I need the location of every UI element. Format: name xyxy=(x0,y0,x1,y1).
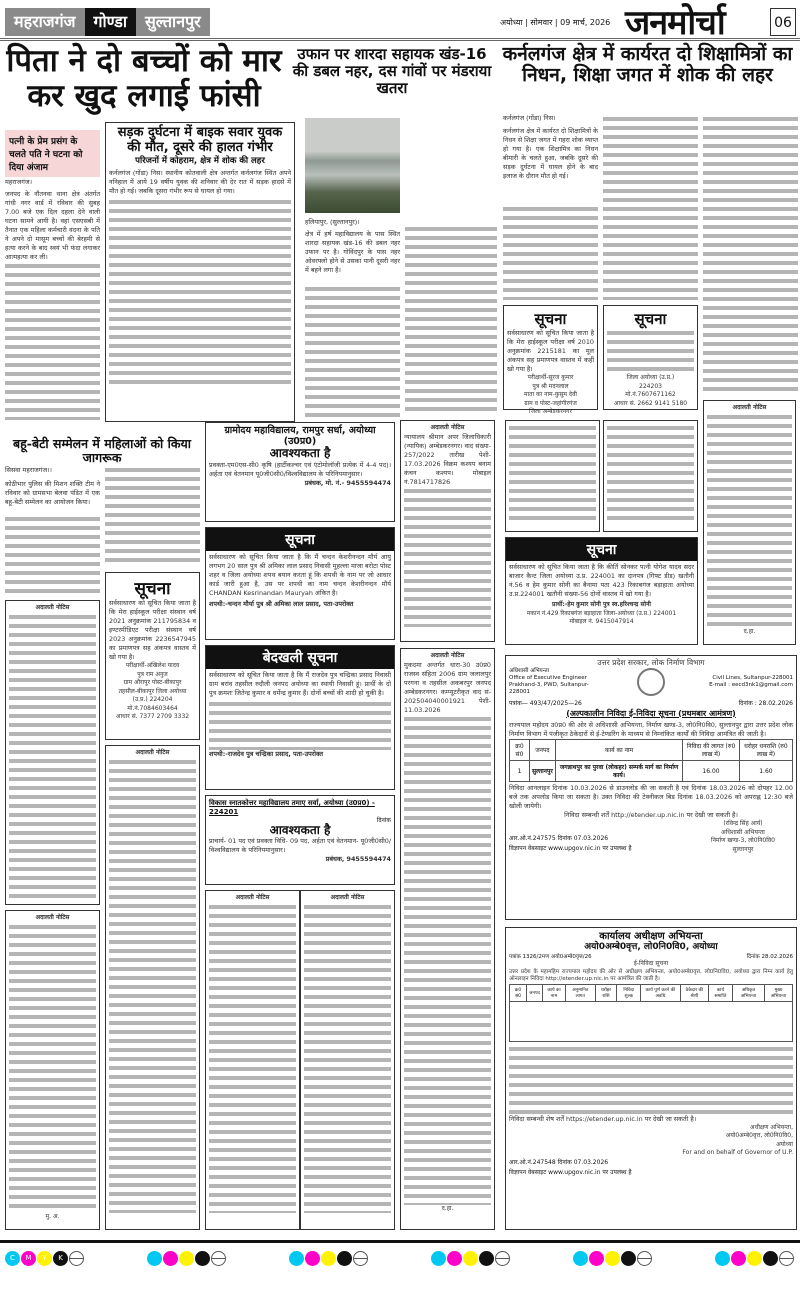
accident-body: कर्नलगंज (गोंडा) निस। स्थानीय कोतवाली क्षेत्र अन्तर्गत कर्नलगंज स्थित अपने ननिहाल में आये 19 वर्षीय युवक की शनिवार की देर रात में सड़क हादसे में मौत हो गई। जबकि दूसरा गंभीर रूप से घायल हो गया। xyxy=(109,168,291,195)
color-swatch xyxy=(589,1251,604,1266)
up-emblem-icon xyxy=(637,668,665,696)
text-body xyxy=(109,198,291,388)
notice-suraj xyxy=(503,305,598,415)
notice-sign: तहसील-बीकापुर जिला अयोध्या xyxy=(118,687,187,695)
header-divider xyxy=(0,38,800,41)
dateline: अयोध्या | सोमवार | 09 मार्च, 2026 xyxy=(500,18,611,27)
table-header: जनपद xyxy=(529,740,555,761)
text-body xyxy=(109,758,196,1213)
signer: अधिशासी अभियन्ता xyxy=(721,828,765,836)
college-heading: आवश्यकता है xyxy=(269,823,331,837)
text-body xyxy=(509,424,596,524)
table-row xyxy=(510,761,793,782)
ref-date: दिनांक : 28.02.2026 xyxy=(738,699,793,707)
color-bar-group xyxy=(715,1248,795,1267)
notice-sign: परीक्षार्थी-सूरज कुमार xyxy=(527,374,574,381)
notice-sign: मु. अ. xyxy=(45,1212,60,1220)
date-label: दिनांक xyxy=(376,817,391,824)
lead-headline: पिता ने दो बच्चों को मार कर खुद लगाई फांसी xyxy=(6,43,282,114)
table-header: मुख्य अभियन्ता xyxy=(765,984,793,1001)
color-swatch xyxy=(479,1251,494,1266)
table-header: धरोहर राशि xyxy=(595,984,617,1001)
table-cell xyxy=(510,1001,793,1041)
table-header: ठेकेदार की श्रेणी xyxy=(680,984,708,1001)
college-body: प्रवक्ता-एम0एस-सी0 कृषि (हार्टीकल्चर एवं एंटोमोलॉजी प्रत्येक में 4-4 पद)। अर्हता एवं वेतनमान यू0जी0सी0/विश्वविद्यालय के परिनियमानुसार। xyxy=(209,460,391,478)
court-notice-right xyxy=(703,400,796,645)
notice-title: अदालती नोटिस xyxy=(330,894,365,901)
color-swatch xyxy=(163,1251,178,1266)
lead-subhead: पत्नी के प्रेम प्रसंग के चलते पति ने घटना को दिया अंजाम xyxy=(5,130,100,177)
notice-sign: मोबाइल नं. 9415047914 xyxy=(569,618,634,625)
notice-sign: ग्राम व पोस्ट-जहांगीरगंज xyxy=(524,399,577,407)
notice-title: अदालती नोटिस xyxy=(430,652,465,659)
tender-body: उत्तर प्रदेश के महामहिम राज्यपाल महोदय की ओर से अधीक्षण अभियन्ता, अयो0अम्बे0वृत्त, लो0नि0वि0, अयोध्या द्वारा निम्न कार्य हेतु ऑनलाइन निविदा http://etender.up.nic.in पर आमंत्रित की जाती है। xyxy=(509,968,793,983)
notice-akhilesh xyxy=(105,572,200,740)
tab-sultanpur[interactable]: सुल्तानपुर xyxy=(136,8,210,36)
college-ad xyxy=(205,422,395,522)
notice-body: न्यायालय श्रीमान अपर जिलाधिकारी (न्यायिक) अम्बेडकरनगर। वाद संख्या- 257/2022 तारीख पेशी- 17.03.2026 विक्रम कश्यप बनाम कंचन कश्यप। मोबाइल नं.7814717826 xyxy=(404,432,491,486)
women-headline: बहू-बेटी सम्मेलन में महिलाओं को किया जागरूक xyxy=(13,436,191,465)
college-sign: प्रबंधक, 9455594474 xyxy=(325,855,391,864)
notice-body: सर्वसाधारण को सूचित किया जाता है कि मेरा हाईस्कूल परीक्षा वर्ष 2010 अनुक्रमांक 2215181 का मूल अंकपत्र सह प्रमाणपत्र वास्तव में कहीं खो गया है। xyxy=(507,329,594,373)
color-swatch xyxy=(605,1251,620,1266)
color-swatch xyxy=(621,1251,636,1266)
tender-dept: उत्तर प्रदेश सरकार, लोक निर्माण विभाग xyxy=(597,658,705,667)
signer: (रविन्द्र सिंह आर्य) xyxy=(723,820,763,828)
court-notice-left xyxy=(5,600,100,905)
table-header: कार्य का नाम xyxy=(542,984,565,1001)
signer: अयो0अम्बे0वृत्त, लो0नि0वि0, xyxy=(725,1132,793,1140)
canal-headline: उफान पर शारदा सहायक खंड-16 की डबल नहर, दस गांवों पर मंडराया खतरा xyxy=(292,45,492,97)
notice-title: अदालती नोटिस xyxy=(35,914,70,921)
table-header: अधिकृत अभियन्ता xyxy=(732,984,764,1001)
court-notice xyxy=(400,420,495,642)
text-body xyxy=(703,115,798,395)
canal-photo xyxy=(305,118,400,213)
accident-subhead: परिजनों में कोहराम, क्षेत्र में शोक की लहर xyxy=(135,156,265,167)
text-body xyxy=(607,329,694,374)
tender-table xyxy=(509,739,793,782)
court-notice xyxy=(300,890,395,1230)
crosshair-icon xyxy=(353,1251,368,1266)
tender-link: निविदा सम्बन्धी शेष शर्तें https://etender.up.nic.in पर देखी जा सकती है। xyxy=(509,1114,697,1123)
color-swatch xyxy=(463,1251,478,1266)
text-body xyxy=(404,487,491,627)
table-header: क्र0 सं0 xyxy=(510,984,527,1001)
tender-body: राज्यपाल महोदय उ0प्र0 की ओर से अधिशासी अभियन्ता, निर्माण खण्ड-3, लो0नि0वि0, सुल्तानपुर द्वारा उत्तर प्रदेश लोक निर्माण विभाग में पंजीकृत ठेकेदारों से ई-टेण्डरिंग के माध्यम से निम्नांकित कार्यों की निविदा आमंत्रित की जाती है। xyxy=(509,721,793,739)
college-title: ग्रामोदय महाविद्यालय, रामपुर सर्धा, अयोध्या (उ0प्र0) xyxy=(224,425,376,447)
color-bar-group xyxy=(431,1248,511,1267)
pwd-tender-notice xyxy=(505,655,797,920)
notice-chandan xyxy=(205,527,395,640)
office-hindi: अधिशासी अभियन्ता xyxy=(509,667,550,674)
text-body xyxy=(404,715,491,1205)
table-header: धरोहर धनराशि (रु0 लाख में) xyxy=(739,740,792,761)
ref-number: पत्रांक— 493/47/2025—26 xyxy=(509,699,582,707)
court-notice xyxy=(105,745,200,1230)
color-swatch xyxy=(321,1251,336,1266)
signer: For and on behalf of Governor of U.P. xyxy=(682,1149,793,1157)
ref-number: पत्रांक 1326/2मण अयो0अम्बे0वृत्त/26 xyxy=(509,954,592,961)
notice-body: सर्वसाधारण को सूचित किया जाता है कि मैं राजदेव पुत्र चन्द्रिका प्रसाद निवासी ग्राम बरांव तहसील रुदौली जनपद अयोध्या का स्थायी निवासी हूं। प्रार्थी के दो पुत्र क्रमशः जितेन्द्र कुमार व धर्मेन्द्र कुमार हैं। दोनों बच्चों की शादी हो चुकी है। xyxy=(209,671,391,697)
eviction-notice xyxy=(205,645,395,790)
color-swatch xyxy=(747,1251,762,1266)
section-tabs xyxy=(5,8,210,36)
text-body xyxy=(209,903,296,1213)
footer-rule xyxy=(0,1240,800,1243)
signer: निर्माण खण्ड-3, लो0नि0वि0 xyxy=(711,837,775,845)
crosshair-icon xyxy=(69,1251,84,1266)
college-heading: आवश्यकता है xyxy=(269,446,331,461)
notice-title: अदालती नोटिस xyxy=(235,894,270,901)
table-header: कार्य पूर्ण करने की अवधि xyxy=(641,984,680,1001)
canal-body: क्षेत्र में हर्ष महाविद्यालय के पास स्थित शारदा सहायक खंड-16 की डबल नहर उफान पर है। गोविंदपुर के पास नहर ओवरफ्लो होने से उसका पानी दूसरी नहर में बहने लगा है। xyxy=(305,230,400,274)
text-body xyxy=(5,515,100,595)
notice-sign: ग्राम औरापुर पोस्ट-बीकापुर xyxy=(123,679,182,686)
color-swatch: K xyxy=(53,1251,68,1266)
tab-gonda[interactable]: गोण्डा xyxy=(85,8,136,36)
notice-sign: मो.नं.7084603464 xyxy=(127,704,178,712)
table-cell: 1.60 xyxy=(739,761,792,782)
text-body xyxy=(305,285,400,420)
web-note: विज्ञापन वेबसाइट www.upgov.nic.in पर उपलब्ध है xyxy=(509,1168,632,1176)
notice-box xyxy=(603,420,698,532)
ro-number: आर.ओ.नं.247548 दिनांक 07.03.2026 xyxy=(509,1158,609,1166)
table-header: कार्य समाप्ति xyxy=(709,984,733,1001)
color-swatch xyxy=(337,1251,352,1266)
notice-sign: मकान नं.429 रिकाबगंज बड़ाहाता जिला-अयोध्या (उ.प्र.) 224001 xyxy=(526,609,677,617)
signer: सुल्तानपुर xyxy=(732,845,754,853)
notice-sign: आधार सं. 2662 9141 5180 xyxy=(613,399,688,407)
text-body xyxy=(603,115,698,300)
crosshair-icon xyxy=(211,1251,226,1266)
color-swatch xyxy=(195,1251,210,1266)
notice-sign: द.हा. xyxy=(441,1204,454,1212)
teachers-headline: कर्नलगंज क्षेत्र में कार्यरत दो शिक्षामित्रों का निधन, शिक्षा जगत में शोक की लहर xyxy=(502,43,793,87)
text-body xyxy=(209,700,391,750)
college-sign: प्रबंधक, मो. नं.- 9455594474 xyxy=(304,478,391,487)
notice-sign: पुत्र राम अनुज xyxy=(137,670,168,678)
registration-marks xyxy=(5,1248,800,1267)
notice-title: अदालती नोटिस xyxy=(430,424,465,431)
text-body xyxy=(304,903,391,1213)
color-bar-group xyxy=(289,1248,369,1267)
color-swatch xyxy=(147,1251,162,1266)
crosshair-icon xyxy=(637,1251,652,1266)
color-swatch: M xyxy=(21,1251,36,1266)
color-swatch xyxy=(573,1251,588,1266)
notice-sign: पुत्र श्री मदनलाल xyxy=(532,382,569,390)
notice-sign: परीक्षार्थी-अखिलेश यादव xyxy=(125,662,180,669)
color-bar-group xyxy=(5,1248,85,1267)
office-email: E-mail : eecd3nk1@gmail.com xyxy=(709,681,793,688)
crosshair-icon xyxy=(779,1251,794,1266)
table-header: अनुमानित लागत xyxy=(566,984,596,1001)
color-swatch xyxy=(447,1251,462,1266)
color-swatch xyxy=(431,1251,446,1266)
lead-dateline: महराजगंज। xyxy=(5,178,32,186)
college-body: प्राचार्य- 01 पद एवं प्रवक्ता विधि- 09 पद, अर्हता एवं वेतनमान- यू0जी0सी0/विश्वविद्यालय के परिनियमानुसार। xyxy=(209,837,391,855)
tender-title: कार्यालय अधीक्षण अभियन्ता xyxy=(599,931,703,942)
text-body xyxy=(607,424,694,524)
table-cell: सुल्तानपुर xyxy=(529,761,555,782)
notice-title: सूचना xyxy=(206,528,394,551)
color-swatch xyxy=(289,1251,304,1266)
notice-title: सूचना xyxy=(634,310,667,328)
notice-sign: शपथी:-राजदेव पुत्र चन्द्रिका प्रसाद, पता-उपरोक्त xyxy=(209,750,324,758)
notice-sign: जिला अयोध्या (उ.प्र.) xyxy=(626,374,675,381)
color-swatch xyxy=(179,1251,194,1266)
color-bar-group xyxy=(573,1248,653,1267)
color-swatch xyxy=(305,1251,320,1266)
women-body: कोठीभार पुलिस की मिशन शक्ति टीम ने रविवार को ग्रामसभा बेलवा पंडित में एक बहू-बेटी सम्मेलन का आयोजन किया। xyxy=(5,480,100,506)
office-address: Civil Lines, Sultanpur-228001 xyxy=(712,674,793,681)
table-cell: 16.00 xyxy=(683,761,740,782)
table-header: कार्य का नाम xyxy=(555,740,682,761)
text-body xyxy=(105,466,200,566)
crosshair-icon xyxy=(495,1251,510,1266)
tender-table xyxy=(509,984,793,1042)
notice-sign: 224203 xyxy=(639,382,662,390)
court-notice xyxy=(205,890,300,1230)
text-body xyxy=(405,225,497,415)
accident-headline: सड़क दुर्घटना में बाइक सवार युवक की मौत, दूसरे की हालत गंभीर xyxy=(117,125,283,155)
color-swatch xyxy=(731,1251,746,1266)
notice-title: सूचना xyxy=(534,310,567,328)
ro-number: आर.ओ.नं.247575 दिनांक 07.03.2026 xyxy=(509,835,609,843)
notice-sign: शपथी:-चन्दन मौर्या पुत्र श्री अमिका लाल प्रसाद, पता-उपरोक्त xyxy=(209,600,354,608)
text-body xyxy=(9,613,96,898)
text-body xyxy=(5,262,100,420)
page-number: 06 xyxy=(770,8,796,36)
notice-body: सर्वसाधारण को सूचित किया जाता है कि मैं चन्दन केशरीनन्दन मौर्य आयु लगभग 20 साल पुत्र श्री अमिका लाल प्रसाद निवासी मुहल्ला माजा बरोटा पोस्ट शहर व जिला अयोध्या शपथ बयान करता हूं कि शपथी के नाम पर जो आधार कार्ड जारी हुआ है, उस पर शपथी का नाम चन्दन केशरीनन्दन मौर्य CHANDAN Kesrinandan Mauryah अंकित है। xyxy=(209,553,391,597)
notice-title: अदालती नोटिस xyxy=(732,404,767,411)
photo-caption: हलियापुर, (सुल्तानपुर)। xyxy=(305,218,360,226)
women-dateline: सिसवा महराजगंज।। xyxy=(5,466,52,474)
text-body xyxy=(503,205,598,300)
notice-body: सर्वसाधारण को सूचित किया जाता है कि मेरा हाईस्कूल परीक्षा संस्थान वर्ष 2021 अनुक्रमांक 211795834 व इण्टरमीडिएट परीक्षा संस्थान वर्ष 2023 अनुक्रमांक 2236547945 का प्रमाणपत्र सह अंकपत्र वास्तव में खो गया है। xyxy=(109,599,196,661)
tender-link: निविदा सम्बन्धी शर्तें http://etender.up.nic.in पर देखी जा सकती है। xyxy=(564,811,738,820)
color-swatch xyxy=(715,1251,730,1266)
notice-sign: (उ.प्र.) 224204 xyxy=(132,696,173,703)
table-cell: 1 xyxy=(510,761,530,782)
tender-title: (अल्पकालीन निविदा ई-निविदा सूचना (प्रथमबार आमंत्रण) xyxy=(566,708,736,718)
notice-title: सूचना xyxy=(134,579,171,599)
notice-body: सर्वसाधारण को सूचित किया जाता है कि कीर्ति सोनकर पत्नी योगेश यादव सदर बाजार कैन्ट जिला अयोध्या उ.प्र. 224001 का दानपत्र (गिफ्ट डीड) खतौनी नं.56 व हेम कुमार सोनी का बैनामा पता 423 रिकाबगंज बड़ाहाता अयोध्या उ.प्र.224001 खतौनी संख्या-56 दोनों वास्तव में खो गया है। xyxy=(509,563,694,598)
table-header: जनपद xyxy=(527,984,543,1001)
color-swatch: Y xyxy=(37,1251,52,1266)
notice-title: बेदखली सूचना xyxy=(206,646,394,669)
signer: अधीक्षण अभियन्ता, xyxy=(750,1123,793,1131)
text-body xyxy=(9,923,96,1213)
signer: अयोध्या xyxy=(776,1140,793,1148)
tender-note: निविदा आनलाइन दिनांक 10.03.2026 से डाउनलोड की जा सकती है एवं दिनांक 18.03.2026 को दोपहर 12.00 बजे तक अपलोड किया जा सकता है। उक्त निविदा की टेक्नीकल बिड दिनांक 18.03.2026 को अपराह्न 12:30 बजे खोली जायेगी। xyxy=(509,784,793,811)
notice-kirti xyxy=(505,537,698,645)
notice-sign: द.हा. xyxy=(743,627,756,635)
college-title: विकास स्नातकोत्तर महाविद्यालय तमाए सर्वा, अयोध्या (उ0प्र0) - 224201 xyxy=(209,799,375,816)
notice-sign: जिला अम्बेडकरनगर xyxy=(529,408,572,415)
masthead-logo: जनमोर्चा xyxy=(625,3,725,43)
notice-title: अदालती नोटिस xyxy=(35,604,70,611)
teachers-dateline: कर्नलगंज (गोंडा) निस। xyxy=(503,114,556,122)
office-english: Office of Executive Engineer Prakhand-3, PWD, Sultanpur-228001 xyxy=(509,674,589,695)
ref-date: दिनांक 28.02.2026 xyxy=(746,954,793,961)
tender-subtitle: अयो0अम्बे0वृत्त, लो0नि0वि0, अयोध्या xyxy=(584,942,718,953)
notice-sign: आधार सं. 7377 2709 3332 xyxy=(115,713,190,720)
tab-maharajganj[interactable]: महराजगंज xyxy=(5,8,85,36)
color-swatch: C xyxy=(5,1251,20,1266)
color-swatch xyxy=(763,1251,778,1266)
notice-title: सूचना xyxy=(506,538,697,561)
notice-sign: माता का नाम-कुसुम देवी xyxy=(524,391,577,398)
se-tender-notice xyxy=(505,927,797,1230)
court-notice xyxy=(400,648,495,1230)
table-row xyxy=(510,1001,793,1041)
court-notice-left xyxy=(5,910,100,1230)
teachers-body: कर्नलगंज क्षेत्र में कार्यरत दो शिक्षामित्रों के निधन से शिक्षा जगत में गहरा शोक व्याप्त हो गया है। एक शिक्षामित्र का निधन बीमारी के चलते हुआ, जबकि दूसरे की सड़क दुर्घटना में घायल होने के बाद इलाज के दौरान मौत हो गई। xyxy=(503,127,598,180)
color-bar-group xyxy=(147,1248,227,1267)
accident-story xyxy=(105,122,295,422)
lead-body: जनपद के नौतनवा थाना क्षेत्र अंतर्गत गांधी नगर वार्ड में रविवार की सुबह 7.00 बजे एक दिल दहला देने वाली घटना सामने आयी है। वहां एसएसबी में तैनात एक महिला कर्मचारी वंदना के पति ने अपने दो मासूम बच्चों की बेरहमी से हत्या करने के बाद स्वयं भी फंदा लगाकर आत्महत्या कर ली। xyxy=(5,190,100,261)
text-body xyxy=(707,413,792,628)
text-body xyxy=(509,1045,793,1115)
notice-sign: मो.नं.7607671162 xyxy=(625,391,676,398)
notice-sign: प्रार्थी:-हेम कुमार सोनी पुत्र स्व.हरिश्चन्द्र सोनी xyxy=(552,601,651,608)
table-cell: जगन्नाथपुर का पुरवा (लोकहर) सम्पर्क मार्ग का निर्माण कार्य। xyxy=(555,761,682,782)
table-header: क्र0 सं0 xyxy=(510,740,530,761)
tender-heading: ई-निविदा सूचना xyxy=(633,960,669,968)
web-note: विज्ञापन वेबसाइट www.upgov.nic.in पर उपलब्ध है xyxy=(509,845,632,853)
notice-body: मुकदमा अन्तर्गत धारा-30 उ0प्र0 राजस्व संहिता 2006 ग्राम जलालपुर परगना व तहसील अकबरपुर जनपद अम्बेडकरनगर। कम्प्यूटरीकृत वाद सं- 202504040001921 पेशी- 11.03.2026 xyxy=(404,660,491,714)
notice-box xyxy=(505,420,600,532)
table-header: निविदा शुल्क xyxy=(617,984,641,1001)
college-ad-2 xyxy=(205,795,395,885)
notice-title: अदालती नोटिस xyxy=(135,749,170,756)
notice-second xyxy=(603,305,698,410)
table-header: निविदा की लागत (रु0 लाख में) xyxy=(683,740,740,761)
